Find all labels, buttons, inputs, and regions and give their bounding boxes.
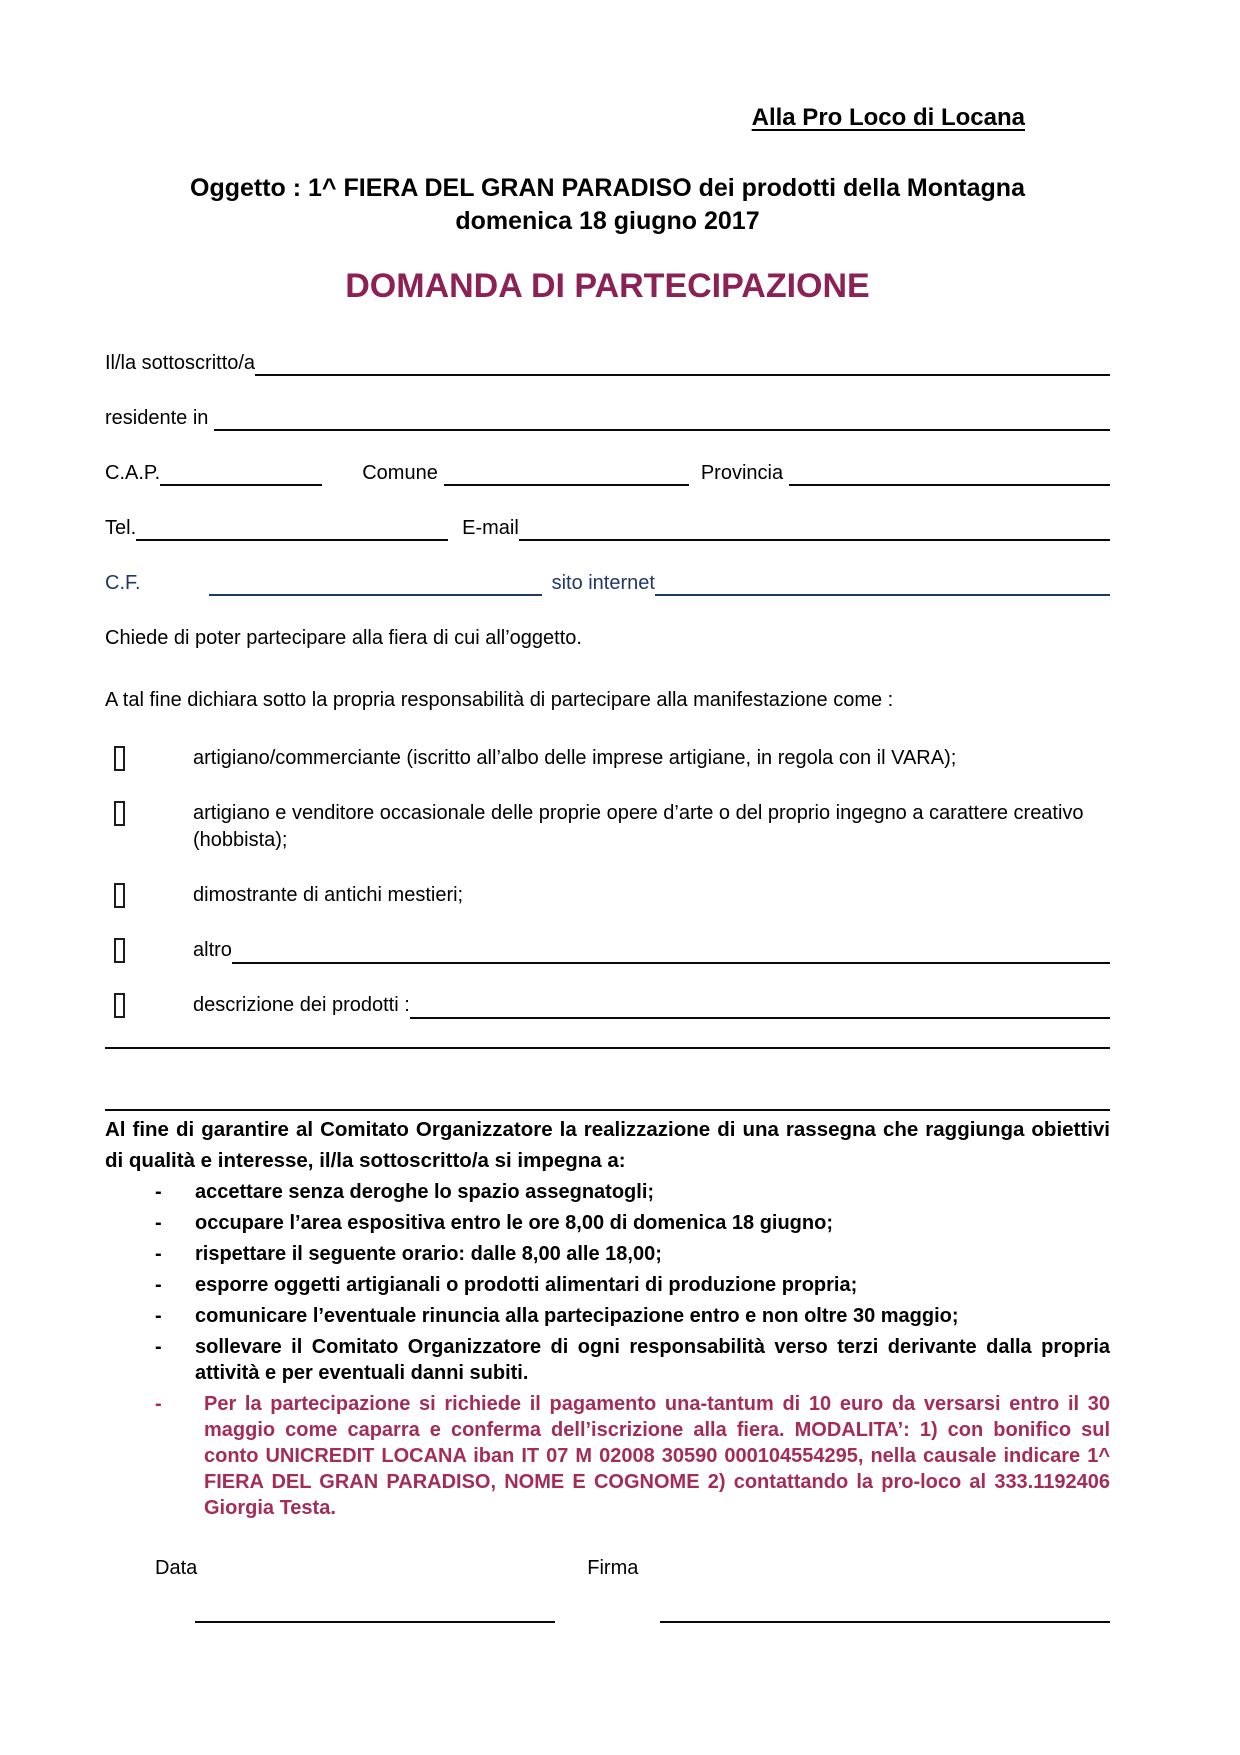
subject-line-1: Oggetto : 1^ FIERA DEL GRAN PARADISO dei prodotti della Montagna bbox=[190, 174, 1025, 202]
dash-bullet: - bbox=[155, 1274, 162, 1296]
dash-bullet: - bbox=[155, 1181, 162, 1203]
provincia-label: Provincia bbox=[700, 462, 784, 484]
commitment-text: rispettare il seguente orario: dalle 8,00 alle 18,00; bbox=[195, 1243, 662, 1265]
option-artigiano-commerciante bbox=[105, 745, 1110, 772]
payment-note-item bbox=[155, 1391, 1110, 1521]
tel-blank-line bbox=[136, 539, 448, 541]
signature-lines bbox=[105, 1613, 1110, 1623]
email-label: E-mail bbox=[462, 517, 519, 539]
dash-bullet: - bbox=[155, 1305, 162, 1327]
checkbox-icon bbox=[114, 938, 125, 963]
signature-labels bbox=[105, 1555, 1110, 1581]
cap-blank-line bbox=[160, 484, 322, 486]
blank-continuation-line-2 bbox=[105, 1109, 1110, 1111]
field-row-cf-sito bbox=[105, 570, 1110, 596]
comune-label: Comune bbox=[362, 462, 438, 484]
commitment-text: comunicare l’eventuale rinuncia alla partecipazione entro e non oltre 30 maggio; bbox=[195, 1305, 959, 1327]
subject bbox=[105, 172, 1110, 238]
commitment-text: esporre oggetti artigianali o prodotti alimentari di produzione propria; bbox=[195, 1274, 858, 1296]
firma-label: Firma bbox=[587, 1557, 639, 1579]
commitments-intro: Al fine di garantire al Comitato Organizzatore la realizzazione di una rassegna che raggiunga obiettivi di qualità e interesse, il/la sottoscritto/a si impegna a: bbox=[105, 1118, 1110, 1172]
recipient: Alla Pro Loco di Locana bbox=[751, 104, 1025, 131]
dash-bullet: - bbox=[155, 1243, 162, 1265]
tel-label: Tel. bbox=[105, 517, 137, 539]
commitment-item bbox=[155, 1303, 1110, 1329]
option-label: altro bbox=[193, 939, 232, 961]
checkbox-icon bbox=[114, 993, 125, 1018]
residente-blank-line bbox=[214, 429, 1110, 431]
descrizione-blank-line bbox=[410, 1017, 1110, 1019]
dash-bullet: - bbox=[155, 1336, 162, 1358]
option-hobbista bbox=[105, 800, 1110, 854]
dash-bullet: - bbox=[155, 1393, 162, 1415]
option-label: descrizione dei prodotti : bbox=[193, 994, 410, 1016]
option-descrizione-prodotti bbox=[105, 992, 1110, 1019]
commitment-item bbox=[155, 1272, 1110, 1298]
checkbox-icon bbox=[114, 801, 125, 826]
form-fields bbox=[105, 350, 1110, 596]
comune-blank-line bbox=[444, 484, 689, 486]
field-row-tel-email bbox=[105, 515, 1110, 541]
sito-internet-blank-line bbox=[655, 594, 1110, 596]
email-blank-line bbox=[519, 539, 1110, 541]
date-label: Data bbox=[155, 1557, 198, 1579]
option-altro bbox=[105, 937, 1110, 964]
commitment-item bbox=[155, 1334, 1110, 1386]
blank-continuation-line-1 bbox=[105, 1047, 1110, 1049]
firma-blank-line bbox=[660, 1621, 1110, 1623]
field-row-sottoscritto bbox=[105, 350, 1110, 376]
subject-line-2: domenica 18 giugno 2017 bbox=[455, 207, 760, 235]
commitment-text: sollevare il Comitato Organizzatore di ogni responsabilità verso terzi derivante dalla propria attività e per eventuali danni subiti. bbox=[195, 1336, 1110, 1384]
participation-options bbox=[105, 745, 1110, 1019]
page-title: DOMANDA DI PARTECIPAZIONE bbox=[345, 267, 870, 305]
request-paragraph: Chiede di poter partecipare alla fiera di cui all’oggetto. bbox=[105, 627, 582, 649]
checkbox-icon bbox=[114, 883, 125, 908]
commitments-list bbox=[155, 1179, 1110, 1521]
cf-label: C.F. bbox=[105, 572, 141, 594]
option-label: artigiano/commerciante (iscritto all’albo delle imprese artigiane, in regola con il VARA); bbox=[193, 747, 957, 769]
declaration-paragraph: A tal fine dichiara sotto la propria responsabilità di partecipare alla manifestazione come : bbox=[105, 689, 894, 711]
field-row-cap-comune-provincia bbox=[105, 460, 1110, 486]
sottoscritto-blank-line bbox=[255, 374, 1110, 376]
commitment-item bbox=[155, 1241, 1110, 1267]
option-dimostrante bbox=[105, 882, 1110, 909]
option-label: dimostrante di antichi mestieri; bbox=[193, 884, 464, 906]
checkbox-icon bbox=[114, 746, 125, 771]
dash-bullet: - bbox=[155, 1212, 162, 1234]
cap-label: C.A.P. bbox=[105, 462, 161, 484]
option-label: artigiano e venditore occasionale delle proprie opere d’arte o del proprio ingegno a carattere creativo (hobbista); bbox=[193, 802, 1084, 851]
altro-blank-line bbox=[232, 962, 1110, 964]
commitment-text: occupare l’area espositiva entro le ore 8,00 di domenica 18 giugno; bbox=[195, 1212, 833, 1234]
sito-internet-label: sito internet bbox=[551, 572, 655, 594]
commitment-item bbox=[155, 1210, 1110, 1236]
date-blank-line bbox=[195, 1621, 555, 1623]
commitment-item bbox=[155, 1179, 1110, 1205]
commitment-text: accettare senza deroghe lo spazio assegnatogli; bbox=[195, 1181, 655, 1203]
field-row-residente bbox=[105, 405, 1110, 431]
provincia-blank-line bbox=[789, 484, 1110, 486]
residente-label: residente in bbox=[105, 407, 209, 429]
payment-note-text: Per la partecipazione si richiede il pagamento una-tantum di 10 euro da versarsi entro il 30 maggio come caparra e conferma dell’iscrizione alla fiera. MODALITA’: 1) con bonifico sul conto UNICREDIT LOCANA iban IT 07 M 02008 30590 000104554295, nella causale indicare 1^ FIERA DEL GRAN PARADISO, NOME E COGNOME 2) contattando la pro-loco al 333.1192406 Giorgia Testa. bbox=[204, 1393, 1110, 1519]
sottoscritto-label: Il/la sottoscritto/a bbox=[105, 352, 256, 374]
cf-blank-line bbox=[209, 594, 542, 596]
